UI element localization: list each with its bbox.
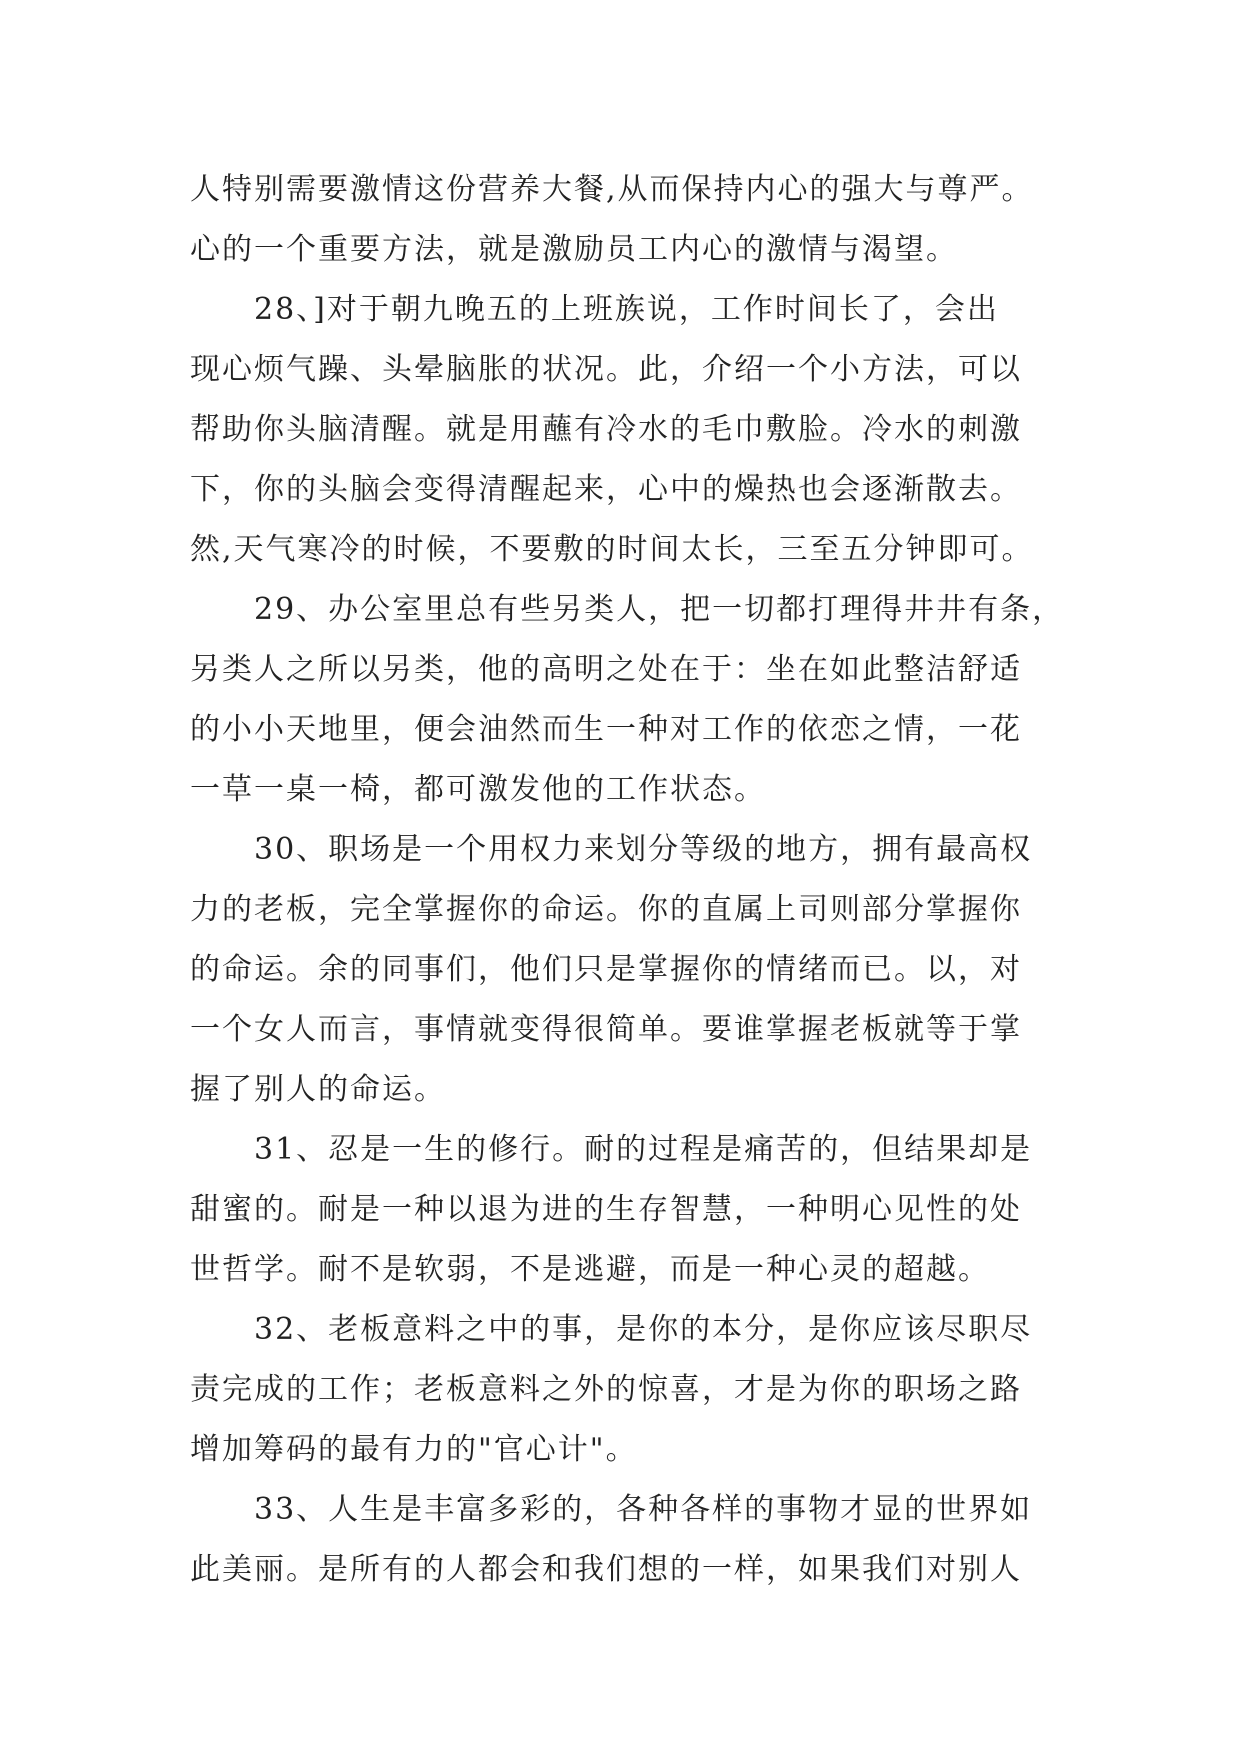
paragraph-start-28: 28、]对于朝九晚五的上班族说，工作时间长了，会出 <box>254 292 999 327</box>
paragraph-start-29: 29、办公室里总有些另类人，把一切都打理得井井有条， <box>254 592 1065 627</box>
text-line: 心的一个重要方法，就是激励员工内心的激情与渴望。 <box>190 232 958 267</box>
paragraph-start-31: 31、忍是一生的修行。耐的过程是痛苦的，但结果却是 <box>254 1132 1033 1167</box>
document-body <box>190 160 1090 1600</box>
text-line: 此美丽。是所有的人都会和我们想的一样，如果我们对别人 <box>190 1552 1022 1587</box>
text-line: 一个女人而言，事情就变得很简单。要谁掌握老板就等于掌 <box>190 1012 1022 1047</box>
paragraph-start-32: 32、老板意料之中的事，是你的本分，是你应该尽职尽 <box>254 1312 1033 1347</box>
text-line: 现心烦气躁、头晕脑胀的状况。此，介绍一个小方法，可以 <box>190 352 1022 387</box>
text-line: 另类人之所以另类，他的高明之处在于：坐在如此整洁舒适 <box>190 652 1022 687</box>
paragraph-start-30: 30、职场是一个用权力来划分等级的地方，拥有最高权 <box>254 832 1033 867</box>
text-line: 一草一桌一椅，都可激发他的工作状态。 <box>190 772 766 807</box>
text-line: 握了别人的命运。 <box>190 1072 446 1107</box>
text-line: 的命运。余的同事们，他们只是掌握你的情绪而已。以，对 <box>190 952 1022 987</box>
text-line: 力的老板，完全掌握你的命运。你的直属上司则部分掌握你 <box>190 892 1022 927</box>
text-line: 甜蜜的。耐是一种以退为进的生存智慧，一种明心见性的处 <box>190 1192 1022 1227</box>
text-line: 下，你的头脑会变得清醒起来，心中的燥热也会逐渐散去。 <box>190 472 1022 507</box>
text-line: 的小小天地里，便会油然而生一种对工作的依恋之情，一花 <box>190 712 1022 747</box>
text-line: 世哲学。耐不是软弱，不是逃避，而是一种心灵的超越。 <box>190 1252 990 1287</box>
text-line: 帮助你头脑清醒。就是用蘸有冷水的毛巾敷脸。冷水的刺激 <box>190 412 1022 447</box>
text-line: 责完成的工作；老板意料之外的惊喜，才是为你的职场之路 <box>190 1372 1022 1407</box>
text-line: 增加筹码的最有力的"官心计"。 <box>190 1432 638 1467</box>
paragraph-start-33: 33、人生是丰富多彩的，各种各样的事物才显的世界如 <box>254 1492 1033 1527</box>
text-line: 人特别需要激情这份营养大餐,从而保持内心的强大与尊严。 <box>190 172 1034 207</box>
text-line: 然,天气寒冷的时候，不要敷的时间太长，三至五分钟即可。 <box>190 532 1034 567</box>
